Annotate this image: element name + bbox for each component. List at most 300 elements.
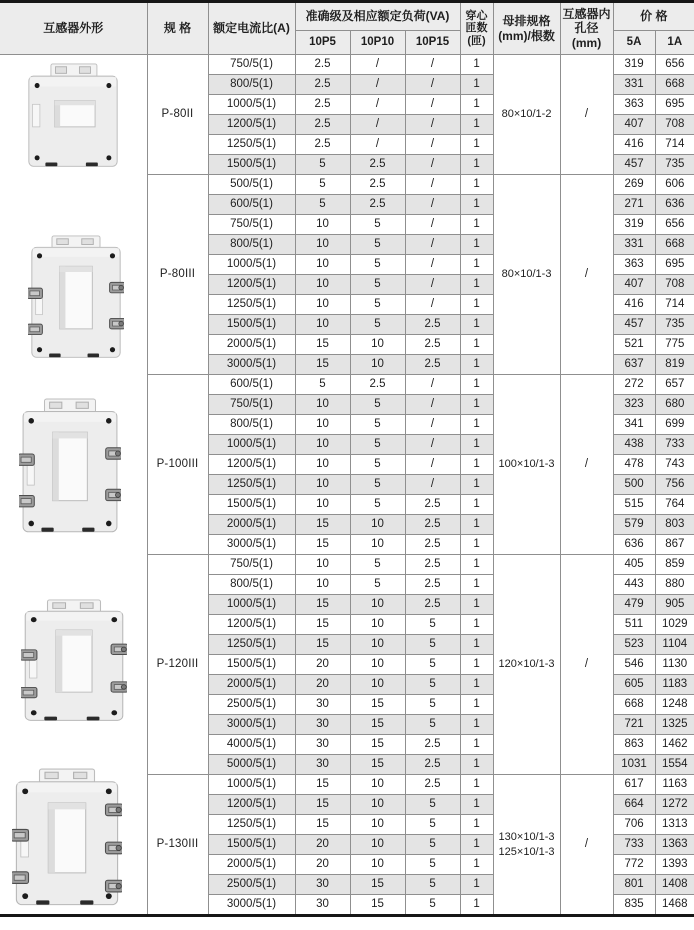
price-1a-cell: 735: [655, 155, 694, 175]
ratio-cell: 1250/5(1): [208, 135, 295, 155]
price-5a-cell: 457: [613, 315, 655, 335]
table-header: [0, 2, 694, 55]
busbar-line: 100×10/1-3: [498, 458, 555, 471]
load-10p5-cell: 10: [295, 415, 350, 435]
price-1a-cell: 756: [655, 475, 694, 495]
busbar-cell: [493, 175, 560, 375]
load-10p5-cell: 2.5: [295, 135, 350, 155]
ratio-cell: 1500/5(1): [208, 655, 295, 675]
header-turns-line3: (匝): [467, 34, 486, 47]
turns-cell: 1: [460, 655, 493, 675]
ratio-cell: 1250/5(1): [208, 475, 295, 495]
price-5a-cell: 835: [613, 895, 655, 916]
turns-cell: 1: [460, 575, 493, 595]
load-10p15-cell: /: [405, 475, 460, 495]
bore-cell: /: [560, 175, 613, 375]
load-10p5-cell: 10: [295, 235, 350, 255]
header-10p15: 10P15: [405, 31, 460, 55]
price-5a-cell: 331: [613, 235, 655, 255]
load-10p5-cell: 15: [295, 535, 350, 555]
ratio-cell: 3000/5(1): [208, 355, 295, 375]
ratio-cell: 1000/5(1): [208, 435, 295, 455]
load-10p15-cell: /: [405, 135, 460, 155]
load-10p15-cell: /: [405, 95, 460, 115]
busbar-cell: [493, 375, 560, 555]
load-10p10-cell: /: [350, 75, 405, 95]
load-10p15-cell: /: [405, 215, 460, 235]
load-10p5-cell: 10: [295, 575, 350, 595]
load-10p10-cell: 5: [350, 235, 405, 255]
load-10p10-cell: 10: [350, 355, 405, 375]
bore-cell: /: [560, 775, 613, 916]
turns-cell: 1: [460, 775, 493, 795]
load-10p10-cell: 15: [350, 875, 405, 895]
price-1a-cell: 859: [655, 555, 694, 575]
turns-cell: 1: [460, 415, 493, 435]
price-1a-cell: 1029: [655, 615, 694, 635]
price-5a-cell: 272: [613, 375, 655, 395]
load-10p5-cell: 20: [295, 855, 350, 875]
load-10p10-cell: 10: [350, 535, 405, 555]
ratio-cell: 1000/5(1): [208, 95, 295, 115]
ratio-cell: 5000/5(1): [208, 755, 295, 775]
load-10p15-cell: /: [405, 455, 460, 475]
turns-cell: 1: [460, 55, 493, 75]
price-5a-cell: 407: [613, 115, 655, 135]
load-10p5-cell: 30: [295, 895, 350, 916]
turns-cell: 1: [460, 155, 493, 175]
price-5a-cell: 331: [613, 75, 655, 95]
price-5a-cell: 733: [613, 835, 655, 855]
load-10p5-cell: 5: [295, 175, 350, 195]
load-10p5-cell: 15: [295, 795, 350, 815]
price-5a-cell: 521: [613, 335, 655, 355]
ratio-cell: 1200/5(1): [208, 275, 295, 295]
load-10p5-cell: 20: [295, 675, 350, 695]
bore-cell: /: [560, 555, 613, 775]
header-10p10: 10P10: [350, 31, 405, 55]
load-10p10-cell: 10: [350, 775, 405, 795]
ratio-cell: 1000/5(1): [208, 255, 295, 275]
price-1a-cell: 867: [655, 535, 694, 555]
header-appearance: 互感器外形: [0, 2, 147, 55]
price-1a-cell: 819: [655, 355, 694, 375]
load-10p5-cell: 30: [295, 875, 350, 895]
ratio-cell: 1200/5(1): [208, 455, 295, 475]
load-10p15-cell: 5: [405, 895, 460, 916]
load-10p15-cell: /: [405, 435, 460, 455]
ratio-cell: 1500/5(1): [208, 155, 295, 175]
turns-cell: 1: [460, 215, 493, 235]
load-10p15-cell: /: [405, 395, 460, 415]
turns-cell: 1: [460, 835, 493, 855]
spec-cell: P-120III: [147, 555, 208, 775]
load-10p10-cell: 15: [350, 715, 405, 735]
price-5a-cell: 271: [613, 195, 655, 215]
load-10p5-cell: 30: [295, 715, 350, 735]
price-1a-cell: 1248: [655, 695, 694, 715]
load-10p10-cell: 5: [350, 315, 405, 335]
price-5a-cell: 323: [613, 395, 655, 415]
load-10p10-cell: 5: [350, 455, 405, 475]
price-1a-cell: 743: [655, 455, 694, 475]
price-5a-cell: 515: [613, 495, 655, 515]
price-5a-cell: 269: [613, 175, 655, 195]
load-10p15-cell: 2.5: [405, 595, 460, 615]
turns-cell: 1: [460, 395, 493, 415]
turns-cell: 1: [460, 355, 493, 375]
price-1a-cell: 656: [655, 55, 694, 75]
load-10p15-cell: /: [405, 275, 460, 295]
load-10p10-cell: 10: [350, 835, 405, 855]
header-bore-line1: 互感器内: [562, 6, 611, 21]
ratio-cell: 750/5(1): [208, 55, 295, 75]
ratio-cell: 1000/5(1): [208, 595, 295, 615]
ratio-cell: 1200/5(1): [208, 615, 295, 635]
load-10p15-cell: 5: [405, 635, 460, 655]
load-10p5-cell: 10: [295, 435, 350, 455]
load-10p10-cell: 10: [350, 615, 405, 635]
load-10p10-cell: 10: [350, 515, 405, 535]
transformer-photo-p-100iii: [19, 398, 121, 538]
turns-cell: 1: [460, 875, 493, 895]
load-10p15-cell: 2.5: [405, 775, 460, 795]
load-10p15-cell: /: [405, 175, 460, 195]
load-10p10-cell: 5: [350, 575, 405, 595]
ratio-cell: 750/5(1): [208, 555, 295, 575]
turns-cell: 1: [460, 635, 493, 655]
ratio-cell: 1250/5(1): [208, 635, 295, 655]
turns-cell: 1: [460, 315, 493, 335]
price-5a-cell: 721: [613, 715, 655, 735]
load-10p10-cell: 5: [350, 275, 405, 295]
transformer-photo-p-130iii: [12, 768, 122, 911]
load-10p15-cell: /: [405, 415, 460, 435]
load-10p15-cell: /: [405, 155, 460, 175]
busbar-line: 125×10/1-3: [498, 845, 555, 858]
price-1a-cell: 714: [655, 295, 694, 315]
load-10p10-cell: 15: [350, 755, 405, 775]
header-bore-line2: 孔径(mm): [571, 21, 602, 50]
price-1a-cell: 708: [655, 115, 694, 135]
load-10p10-cell: /: [350, 135, 405, 155]
load-10p5-cell: 15: [295, 595, 350, 615]
ratio-cell: 4000/5(1): [208, 735, 295, 755]
price-5a-cell: 801: [613, 875, 655, 895]
price-5a-cell: 363: [613, 95, 655, 115]
header-price-group: 价 格: [613, 2, 694, 31]
ratio-cell: 800/5(1): [208, 415, 295, 435]
header-accuracy-group: 准确级及相应额定负荷(VA): [295, 2, 460, 31]
load-10p15-cell: 5: [405, 655, 460, 675]
load-10p5-cell: 30: [295, 755, 350, 775]
load-10p10-cell: 5: [350, 555, 405, 575]
load-10p15-cell: 2.5: [405, 495, 460, 515]
load-10p15-cell: 2.5: [405, 735, 460, 755]
load-10p5-cell: 30: [295, 735, 350, 755]
ratio-cell: 1250/5(1): [208, 295, 295, 315]
price-5a-cell: 668: [613, 695, 655, 715]
price-5a-cell: 523: [613, 635, 655, 655]
turns-cell: 1: [460, 455, 493, 475]
load-10p15-cell: /: [405, 55, 460, 75]
price-1a-cell: 1554: [655, 755, 694, 775]
ratio-cell: 600/5(1): [208, 195, 295, 215]
price-1a-cell: 714: [655, 135, 694, 155]
ratio-cell: 600/5(1): [208, 375, 295, 395]
load-10p10-cell: /: [350, 95, 405, 115]
load-10p5-cell: 2.5: [295, 115, 350, 135]
price-1a-cell: 1313: [655, 815, 694, 835]
price-1a-cell: 1163: [655, 775, 694, 795]
ratio-cell: 1500/5(1): [208, 315, 295, 335]
load-10p10-cell: 10: [350, 635, 405, 655]
ratio-cell: 2000/5(1): [208, 855, 295, 875]
load-10p10-cell: 15: [350, 735, 405, 755]
price-5a-cell: 319: [613, 55, 655, 75]
price-5a-cell: 636: [613, 535, 655, 555]
ratio-cell: 2000/5(1): [208, 335, 295, 355]
price-1a-cell: 695: [655, 95, 694, 115]
bore-cell: /: [560, 375, 613, 555]
load-10p15-cell: 5: [405, 835, 460, 855]
load-10p5-cell: 15: [295, 335, 350, 355]
price-1a-cell: 880: [655, 575, 694, 595]
ratio-cell: 3000/5(1): [208, 895, 295, 916]
bore-cell: /: [560, 55, 613, 175]
load-10p5-cell: 10: [295, 295, 350, 315]
load-10p10-cell: 2.5: [350, 155, 405, 175]
turns-cell: 1: [460, 815, 493, 835]
load-10p15-cell: 5: [405, 855, 460, 875]
turns-cell: 1: [460, 895, 493, 916]
busbar-line: 120×10/1-3: [498, 658, 555, 671]
header-busbar-line1: 母排规格: [502, 14, 551, 29]
price-1a-cell: 733: [655, 435, 694, 455]
turns-cell: 1: [460, 475, 493, 495]
load-10p5-cell: 2.5: [295, 75, 350, 95]
load-10p5-cell: 30: [295, 695, 350, 715]
ratio-cell: 500/5(1): [208, 175, 295, 195]
price-1a-cell: 606: [655, 175, 694, 195]
spec-cell: P-80II: [147, 55, 208, 175]
price-5a-cell: 637: [613, 355, 655, 375]
price-1a-cell: 1272: [655, 795, 694, 815]
turns-cell: 1: [460, 335, 493, 355]
header-5a: 5A: [613, 31, 655, 55]
price-1a-cell: 1363: [655, 835, 694, 855]
ratio-cell: 2500/5(1): [208, 695, 295, 715]
ratio-cell: 1250/5(1): [208, 815, 295, 835]
load-10p15-cell: 5: [405, 715, 460, 735]
turns-cell: 1: [460, 515, 493, 535]
price-1a-cell: 905: [655, 595, 694, 615]
turns-cell: 1: [460, 535, 493, 555]
price-5a-cell: 478: [613, 455, 655, 475]
price-1a-cell: 668: [655, 235, 694, 255]
price-1a-cell: 1408: [655, 875, 694, 895]
load-10p5-cell: 10: [295, 475, 350, 495]
price-5a-cell: 363: [613, 255, 655, 275]
turns-cell: 1: [460, 695, 493, 715]
price-1a-cell: 695: [655, 255, 694, 275]
ratio-cell: 1200/5(1): [208, 795, 295, 815]
load-10p10-cell: 2.5: [350, 375, 405, 395]
load-10p5-cell: 15: [295, 635, 350, 655]
header-ratio: 额定电流比(A): [208, 2, 295, 55]
turns-cell: 1: [460, 715, 493, 735]
load-10p5-cell: 15: [295, 515, 350, 535]
load-10p15-cell: 2.5: [405, 335, 460, 355]
load-10p15-cell: 2.5: [405, 515, 460, 535]
price-1a-cell: 775: [655, 335, 694, 355]
table-row: [0, 55, 694, 75]
load-10p5-cell: 20: [295, 835, 350, 855]
ratio-cell: 800/5(1): [208, 575, 295, 595]
turns-cell: 1: [460, 175, 493, 195]
price-1a-cell: 699: [655, 415, 694, 435]
load-10p15-cell: 2.5: [405, 575, 460, 595]
turns-cell: 1: [460, 255, 493, 275]
price-5a-cell: 579: [613, 515, 655, 535]
load-10p5-cell: 5: [295, 155, 350, 175]
header-bore: [560, 2, 613, 55]
load-10p10-cell: 10: [350, 335, 405, 355]
ratio-cell: 750/5(1): [208, 215, 295, 235]
load-10p5-cell: 10: [295, 255, 350, 275]
price-5a-cell: 1031: [613, 755, 655, 775]
ratio-cell: 3000/5(1): [208, 715, 295, 735]
load-10p15-cell: 5: [405, 815, 460, 835]
price-1a-cell: 1468: [655, 895, 694, 916]
price-5a-cell: 479: [613, 595, 655, 615]
load-10p10-cell: 5: [350, 495, 405, 515]
turns-cell: 1: [460, 295, 493, 315]
header-10p5: 10P5: [295, 31, 350, 55]
price-5a-cell: 605: [613, 675, 655, 695]
header-turns-line2: 匝数: [465, 22, 488, 35]
transformer-photo-p-80iii: [28, 235, 124, 363]
load-10p5-cell: 10: [295, 555, 350, 575]
ratio-cell: 1200/5(1): [208, 115, 295, 135]
turns-cell: 1: [460, 95, 493, 115]
ratio-cell: 2000/5(1): [208, 515, 295, 535]
turns-cell: 1: [460, 735, 493, 755]
price-1a-cell: 1104: [655, 635, 694, 655]
load-10p10-cell: 2.5: [350, 195, 405, 215]
header-busbar: [493, 2, 560, 55]
price-5a-cell: 416: [613, 295, 655, 315]
price-1a-cell: 708: [655, 275, 694, 295]
turns-cell: 1: [460, 275, 493, 295]
load-10p5-cell: 20: [295, 655, 350, 675]
load-10p15-cell: /: [405, 235, 460, 255]
price-5a-cell: 546: [613, 655, 655, 675]
load-10p5-cell: 15: [295, 355, 350, 375]
ratio-cell: 1500/5(1): [208, 495, 295, 515]
load-10p15-cell: 5: [405, 615, 460, 635]
load-10p15-cell: 5: [405, 695, 460, 715]
price-1a-cell: 680: [655, 395, 694, 415]
load-10p5-cell: 15: [295, 775, 350, 795]
load-10p10-cell: 5: [350, 475, 405, 495]
load-10p10-cell: 15: [350, 895, 405, 916]
ratio-cell: 800/5(1): [208, 235, 295, 255]
load-10p5-cell: 10: [295, 495, 350, 515]
transformer-photo-p-80ii: [27, 63, 119, 171]
price-5a-cell: 511: [613, 615, 655, 635]
ratio-cell: 1500/5(1): [208, 835, 295, 855]
load-10p15-cell: 2.5: [405, 555, 460, 575]
load-10p15-cell: 5: [405, 875, 460, 895]
load-10p15-cell: /: [405, 375, 460, 395]
busbar-line: 80×10/1-2: [501, 108, 552, 121]
load-10p10-cell: 10: [350, 655, 405, 675]
load-10p15-cell: /: [405, 115, 460, 135]
price-5a-cell: 405: [613, 555, 655, 575]
load-10p5-cell: 2.5: [295, 55, 350, 75]
spec-cell: P-130III: [147, 775, 208, 916]
turns-cell: 1: [460, 615, 493, 635]
load-10p5-cell: 5: [295, 375, 350, 395]
spec-cell: P-100III: [147, 375, 208, 555]
table-body: [0, 55, 694, 916]
load-10p10-cell: 5: [350, 415, 405, 435]
turns-cell: 1: [460, 495, 493, 515]
turns-cell: 1: [460, 375, 493, 395]
load-10p10-cell: 15: [350, 695, 405, 715]
price-5a-cell: 341: [613, 415, 655, 435]
header-1a: 1A: [655, 31, 694, 55]
turns-cell: 1: [460, 555, 493, 575]
price-5a-cell: 772: [613, 855, 655, 875]
ratio-cell: 750/5(1): [208, 395, 295, 415]
load-10p10-cell: 10: [350, 815, 405, 835]
load-10p5-cell: 2.5: [295, 95, 350, 115]
price-5a-cell: 457: [613, 155, 655, 175]
load-10p5-cell: 15: [295, 815, 350, 835]
price-1a-cell: 668: [655, 75, 694, 95]
load-10p10-cell: 5: [350, 435, 405, 455]
turns-cell: 1: [460, 75, 493, 95]
load-10p5-cell: 10: [295, 215, 350, 235]
load-10p5-cell: 10: [295, 455, 350, 475]
turns-cell: 1: [460, 115, 493, 135]
ratio-cell: 2000/5(1): [208, 675, 295, 695]
load-10p10-cell: /: [350, 55, 405, 75]
turns-cell: 1: [460, 595, 493, 615]
price-1a-cell: 1325: [655, 715, 694, 735]
ratio-cell: 800/5(1): [208, 75, 295, 95]
busbar-cell: [493, 775, 560, 916]
busbar-cell: [493, 555, 560, 775]
load-10p15-cell: 5: [405, 675, 460, 695]
load-10p5-cell: 5: [295, 195, 350, 215]
price-5a-cell: 407: [613, 275, 655, 295]
price-5a-cell: 319: [613, 215, 655, 235]
load-10p15-cell: /: [405, 295, 460, 315]
price-1a-cell: 1393: [655, 855, 694, 875]
price-5a-cell: 706: [613, 815, 655, 835]
busbar-line: 80×10/1-3: [501, 268, 552, 281]
busbar-cell: [493, 55, 560, 175]
load-10p15-cell: 2.5: [405, 315, 460, 335]
price-5a-cell: 416: [613, 135, 655, 155]
price-1a-cell: 657: [655, 375, 694, 395]
header-busbar-line2: (mm)/根数: [498, 28, 555, 43]
load-10p15-cell: /: [405, 255, 460, 275]
spec-cell: P-80III: [147, 175, 208, 375]
